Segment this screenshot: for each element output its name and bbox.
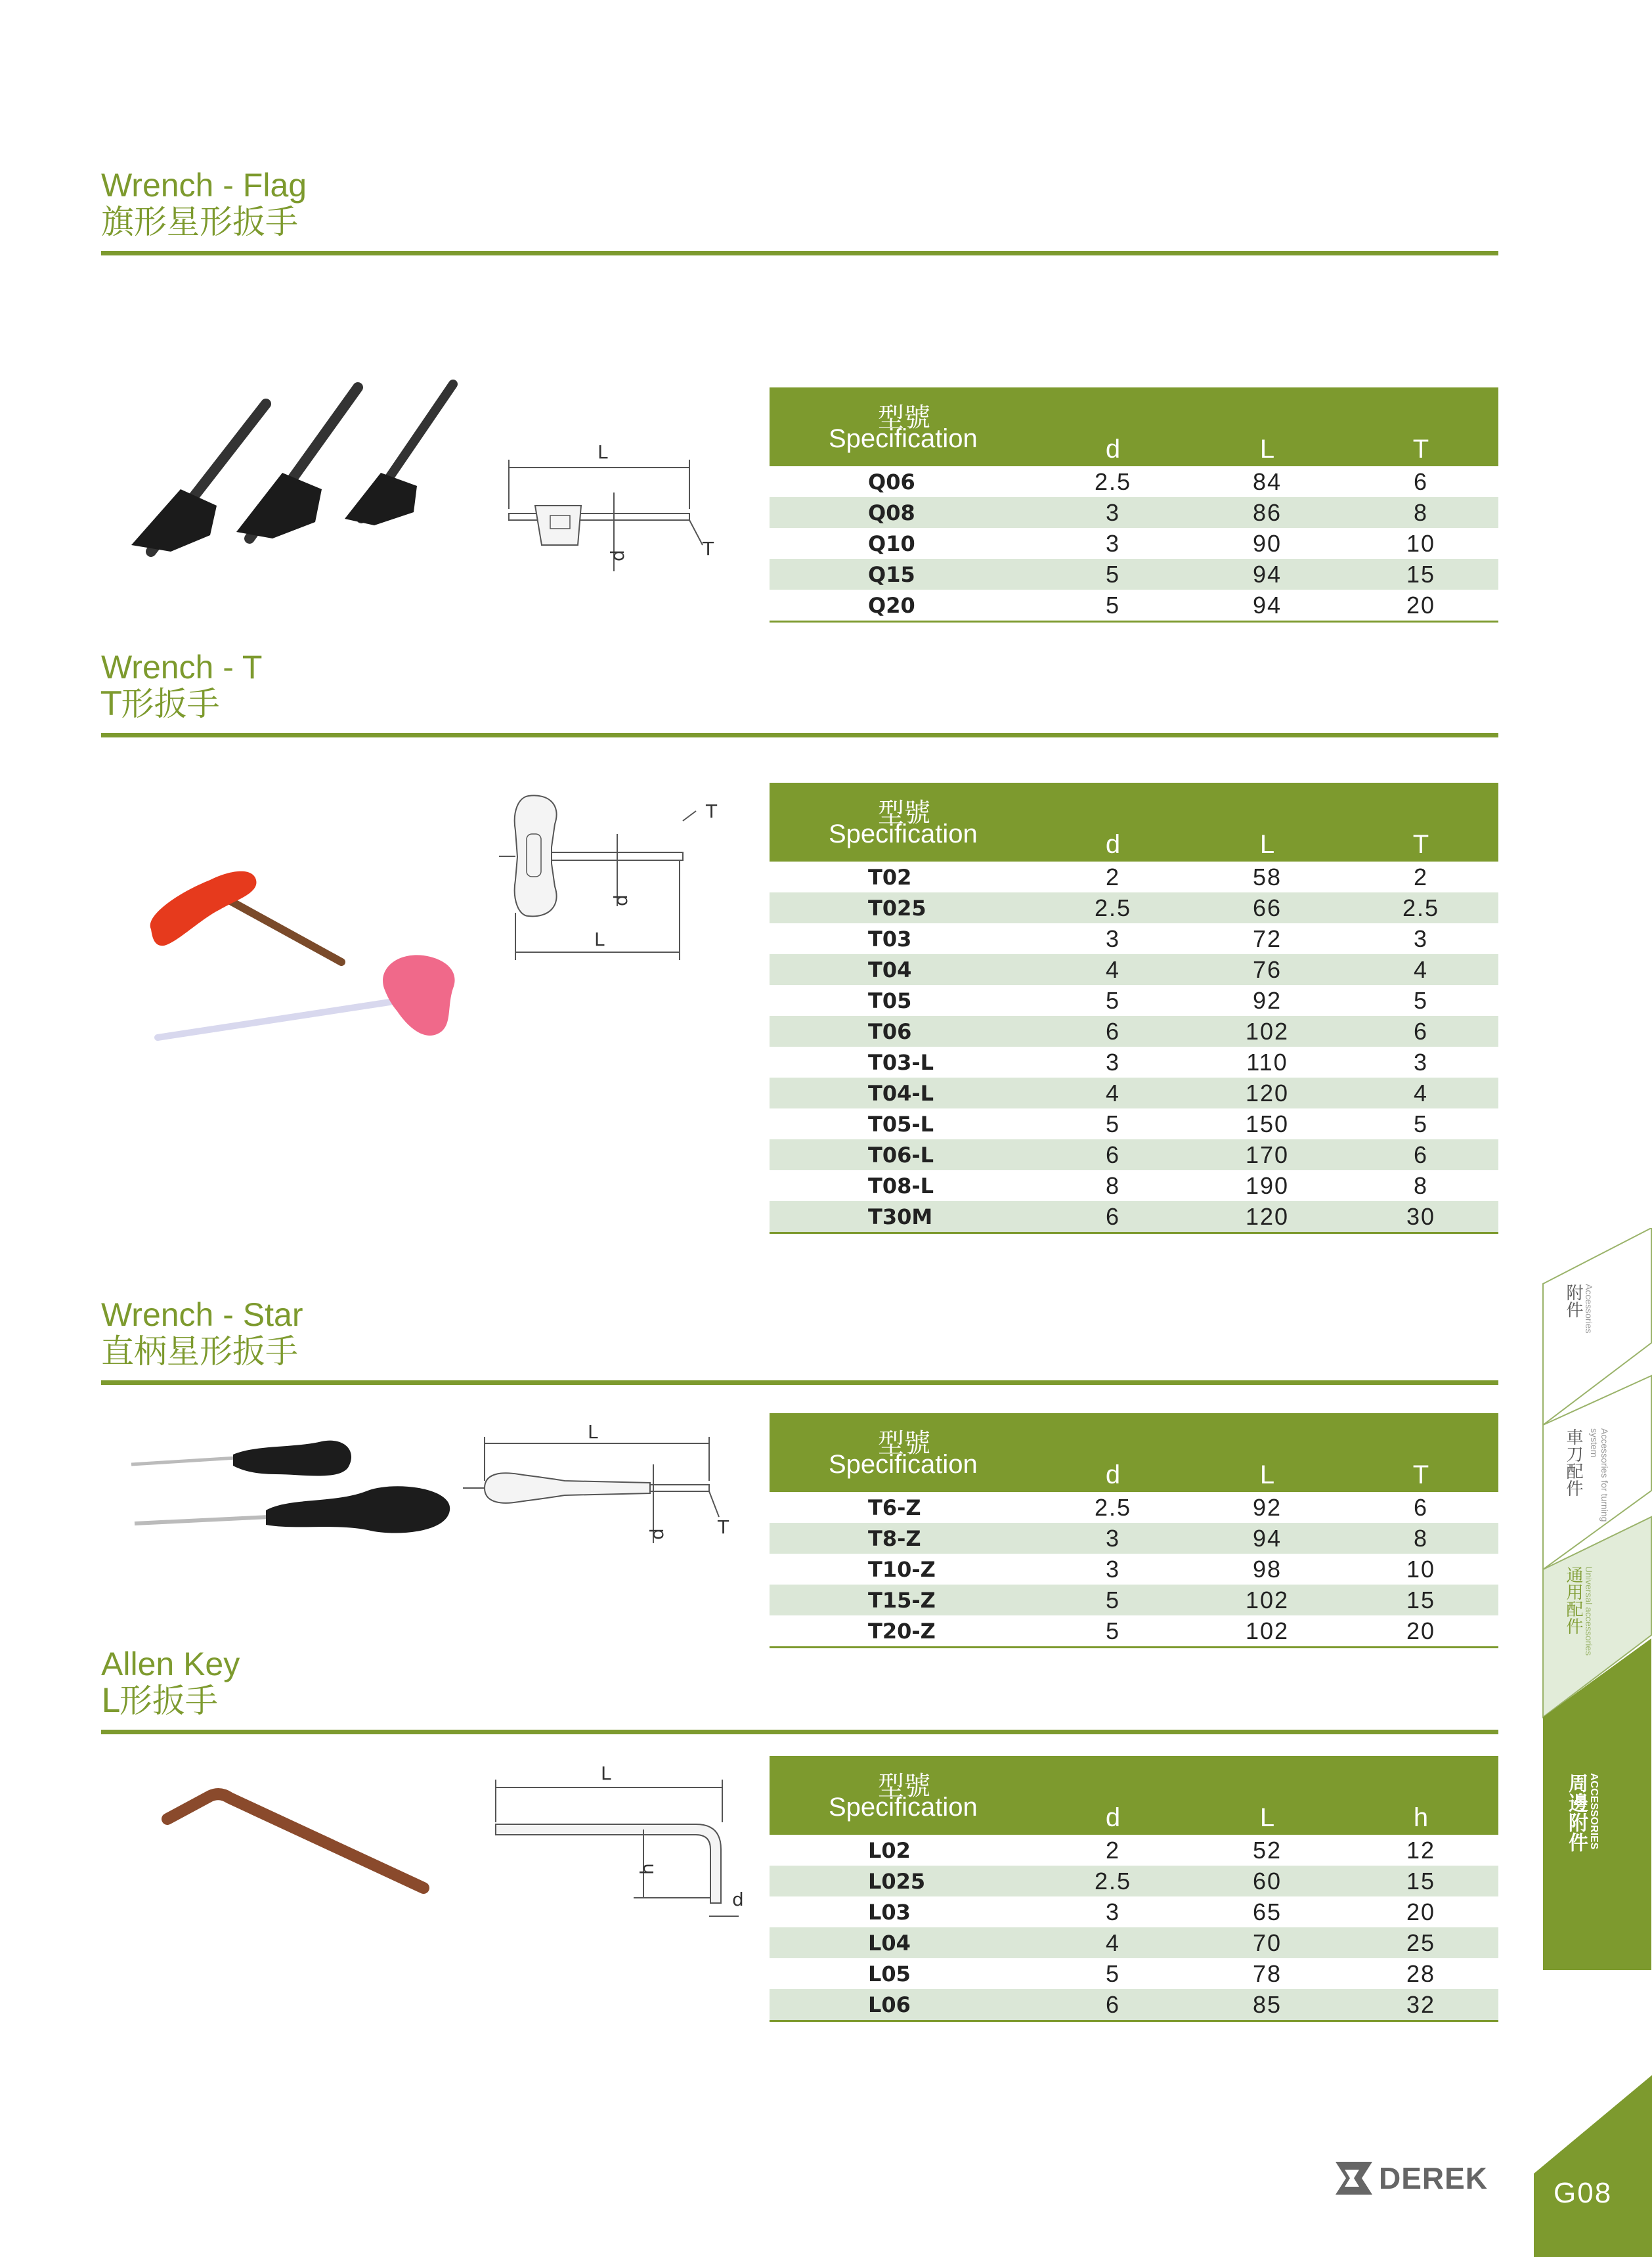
spec-value-cell: 5	[1105, 561, 1121, 588]
header-en: Specification	[829, 1793, 978, 1822]
section-title-flag	[101, 167, 307, 240]
spec-value-cell: 92	[1252, 1494, 1282, 1521]
table-row	[770, 862, 1498, 892]
t-wrench-diagram	[486, 788, 735, 972]
table-bottom-rule	[770, 1646, 1498, 1648]
spec-code-cell: Q20	[868, 593, 915, 618]
spec-value-cell: 6	[1105, 1203, 1121, 1230]
allen-key-diagram	[486, 1760, 749, 1924]
diagram-label-T: T	[703, 538, 714, 559]
header-col-d: d	[1105, 1803, 1121, 1832]
spec-table-allen	[770, 1756, 1498, 2022]
header-zh: 型號	[878, 798, 930, 828]
header-col-L: L	[1259, 435, 1275, 464]
spec-value-cell: 2	[1413, 864, 1429, 890]
spec-value-cell: 90	[1252, 530, 1282, 557]
spec-value-cell: 190	[1245, 1172, 1290, 1199]
table-row	[770, 466, 1498, 497]
table-row	[770, 1989, 1498, 2020]
spec-value-cell: 94	[1252, 561, 1282, 588]
table-row	[770, 1170, 1498, 1201]
spec-value-cell: 6	[1413, 468, 1429, 495]
spec-code-cell: T05	[868, 988, 912, 1013]
table-row	[770, 1554, 1498, 1585]
spec-code-cell: T15-Z	[868, 1588, 936, 1613]
spec-value-cell: 98	[1252, 1556, 1282, 1583]
spec-value-cell: 70	[1252, 1929, 1282, 1956]
section-title-star	[101, 1296, 303, 1370]
section-rule	[101, 1380, 1498, 1385]
table-row	[770, 923, 1498, 954]
table-row	[770, 1201, 1498, 1232]
spec-value-cell: 2.5	[1402, 894, 1440, 921]
table-row	[770, 590, 1498, 621]
table-row	[770, 1047, 1498, 1078]
spec-table-flag	[770, 387, 1498, 623]
table-bottom-rule	[770, 2020, 1498, 2022]
spec-value-cell: 92	[1252, 987, 1282, 1014]
header-col-d: d	[1105, 830, 1121, 859]
header-col-d: d	[1105, 1460, 1121, 1489]
title-zh: 直柄星形扳手	[101, 1332, 298, 1370]
spec-value-cell: 6	[1105, 1141, 1121, 1168]
table-row	[770, 1108, 1498, 1139]
spec-value-cell: 3	[1105, 1049, 1121, 1076]
diagram-label-T: T	[718, 1516, 729, 1538]
spec-value-cell: 20	[1406, 1617, 1436, 1644]
spec-code-cell: T025	[868, 896, 926, 921]
spec-value-cell: 5	[1105, 1587, 1121, 1613]
spec-value-cell: 3	[1105, 1556, 1121, 1583]
section-rule	[101, 251, 1498, 255]
spec-value-cell: 8	[1413, 1172, 1429, 1199]
spec-value-cell: 5	[1105, 592, 1121, 619]
diagram-label-d: d	[607, 550, 628, 561]
title-zh: L形扳手	[101, 1682, 218, 1720]
header-zh: 型號	[878, 1771, 930, 1801]
spec-value-cell: 86	[1252, 499, 1282, 526]
header-col-T: T	[1412, 830, 1429, 859]
spec-value-cell: 6	[1413, 1141, 1429, 1168]
header-col-T: T	[1412, 435, 1429, 464]
star-wrench-photo	[125, 1425, 466, 1556]
spec-value-cell: 6	[1105, 1991, 1121, 2018]
spec-value-cell: 102	[1245, 1018, 1290, 1045]
spec-value-cell: 4	[1105, 956, 1121, 983]
flag-wrench-photo	[118, 374, 473, 571]
spec-value-cell: 3	[1105, 530, 1121, 557]
spec-value-cell: 65	[1252, 1898, 1282, 1925]
spec-code-cell: T06-L	[868, 1143, 934, 1168]
section-rule	[101, 1730, 1498, 1734]
table-row	[770, 497, 1498, 528]
spec-value-cell: 2.5	[1094, 1494, 1132, 1521]
spec-value-cell: 4	[1105, 1929, 1121, 1956]
spec-value-cell: 3	[1105, 925, 1121, 952]
tab-label-en: Universal accessories	[1584, 1566, 1594, 1656]
flag-wrench-diagram	[499, 440, 722, 571]
header-col-L: L	[1259, 1460, 1275, 1489]
tab-label-zh: 附件	[1563, 1284, 1583, 1318]
spec-value-cell: 10	[1406, 1556, 1436, 1583]
spec-value-cell: 66	[1252, 894, 1282, 921]
tab-label-4	[1561, 1773, 1620, 1878]
header-en: Specification	[829, 424, 978, 453]
diagram-label-d: d	[732, 1889, 744, 1910]
table-row	[770, 1523, 1498, 1554]
spec-value-cell: 6	[1413, 1018, 1429, 1045]
star-wrench-diagram	[460, 1418, 735, 1550]
spec-code-cell: T03-L	[868, 1050, 934, 1075]
spec-value-cell: 2.5	[1094, 468, 1132, 495]
spec-value-cell: 15	[1406, 561, 1436, 588]
page-corner	[1534, 2075, 1652, 2257]
table-row	[770, 1492, 1498, 1523]
spec-code-cell: L025	[868, 1869, 926, 1894]
table-row	[770, 892, 1498, 923]
title-en: Allen Key	[101, 1646, 240, 1682]
spec-code-cell: L04	[868, 1931, 911, 1956]
spec-value-cell: 4	[1413, 956, 1429, 983]
table-row	[770, 1139, 1498, 1170]
spec-value-cell: 8	[1413, 1525, 1429, 1552]
spec-code-cell: T20-Z	[868, 1619, 936, 1644]
spec-value-cell: 5	[1105, 1617, 1121, 1644]
table-row	[770, 954, 1498, 985]
spec-value-cell: 170	[1245, 1141, 1290, 1168]
header-col-L: L	[1259, 830, 1275, 859]
spec-value-cell: 3	[1413, 1049, 1429, 1076]
section-rule	[101, 733, 1498, 737]
table-bottom-rule	[770, 1232, 1498, 1234]
table-bottom-rule	[770, 621, 1498, 623]
spec-code-cell: T8-Z	[868, 1526, 921, 1551]
tab-label-zh: 周邊附件	[1565, 1773, 1588, 1852]
spec-code-cell: T10-Z	[868, 1557, 936, 1582]
spec-value-cell: 94	[1252, 592, 1282, 619]
spec-value-cell: 84	[1252, 468, 1282, 495]
header-en: Specification	[829, 1450, 978, 1479]
spec-value-cell: 6	[1413, 1494, 1429, 1521]
spec-value-cell: 5	[1105, 987, 1121, 1014]
table-row	[770, 1896, 1498, 1927]
diagram-label-L: L	[594, 929, 605, 950]
spec-code-cell: T02	[868, 865, 912, 890]
table-row	[770, 528, 1498, 559]
spec-code-cell: T06	[868, 1019, 912, 1044]
spec-value-cell: 8	[1413, 499, 1429, 526]
t-wrench-photo	[138, 854, 479, 1057]
spec-code-cell: L06	[868, 1992, 911, 2017]
spec-value-cell: 2.5	[1094, 1868, 1132, 1895]
spec-value-cell: 110	[1246, 1049, 1288, 1076]
tab-label-3	[1561, 1566, 1620, 1671]
spec-code-cell: L02	[868, 1838, 911, 1863]
spec-code-cell: Q15	[868, 562, 915, 587]
spec-value-cell: 76	[1252, 956, 1282, 983]
spec-value-cell: 15	[1406, 1587, 1436, 1613]
spec-code-cell: T30M	[868, 1204, 933, 1229]
spec-value-cell: 3	[1105, 1525, 1121, 1552]
spec-code-cell: L05	[868, 1961, 911, 1986]
spec-value-cell: 6	[1105, 1018, 1121, 1045]
spec-value-cell: 150	[1245, 1110, 1290, 1137]
header-zh: 型號	[878, 403, 930, 433]
tab-label-2	[1561, 1428, 1620, 1533]
title-en: Wrench - T	[101, 649, 263, 686]
tab-label-1	[1561, 1284, 1607, 1376]
spec-value-cell: 30	[1406, 1203, 1436, 1230]
spec-value-cell: 25	[1406, 1929, 1436, 1956]
spec-table-t	[770, 783, 1498, 1234]
spec-code-cell: L03	[868, 1900, 911, 1925]
spec-value-cell: 3	[1413, 925, 1429, 952]
table-header	[770, 1756, 1498, 1835]
header-col-d: d	[1105, 435, 1121, 464]
section-title-allen	[101, 1646, 240, 1719]
header-en: Specification	[829, 820, 978, 848]
spec-code-cell: T05-L	[868, 1112, 934, 1137]
spec-value-cell: 3	[1105, 1898, 1121, 1925]
brand-logo	[1336, 2160, 1488, 2196]
table-header	[770, 1413, 1498, 1492]
header-col-L: L	[1259, 1803, 1275, 1832]
table-row	[770, 1078, 1498, 1108]
spec-value-cell: 102	[1245, 1617, 1290, 1644]
spec-code-cell: Q06	[868, 470, 915, 494]
spec-code-cell: T04-L	[868, 1081, 934, 1106]
spec-value-cell: 2	[1105, 864, 1121, 890]
spec-value-cell: 78	[1252, 1960, 1282, 1987]
spec-value-cell: 12	[1406, 1837, 1436, 1864]
spec-value-cell: 20	[1406, 1898, 1436, 1925]
table-row	[770, 1615, 1498, 1646]
table-header	[770, 783, 1498, 862]
diagram-label-d: d	[610, 894, 632, 906]
tab-label-zh: 車刀配件	[1563, 1428, 1583, 1497]
table-row	[770, 559, 1498, 590]
spec-code-cell: T08-L	[868, 1173, 934, 1198]
title-en: Wrench - Flag	[101, 167, 307, 204]
spec-value-cell: 28	[1406, 1960, 1436, 1987]
spec-value-cell: 120	[1245, 1203, 1290, 1230]
spec-value-cell: 4	[1413, 1080, 1429, 1107]
spec-value-cell: 2	[1105, 1837, 1121, 1864]
spec-code-cell: Q08	[868, 500, 915, 525]
table-row	[770, 1835, 1498, 1866]
spec-value-cell: 10	[1406, 530, 1436, 557]
spec-value-cell: 2.5	[1094, 894, 1132, 921]
tab-label-en: ACCESSORIES	[1588, 1773, 1599, 1850]
table-row	[770, 1585, 1498, 1615]
title-zh: T形扳手	[101, 685, 220, 723]
spec-value-cell: 5	[1105, 1960, 1121, 1987]
spec-value-cell: 58	[1252, 864, 1282, 890]
title-zh: 旗形星形扳手	[101, 203, 298, 241]
spec-value-cell: 5	[1413, 1110, 1429, 1137]
spec-code-cell: T03	[868, 927, 912, 952]
brand-name: DEREK	[1379, 2161, 1489, 2195]
table-header	[770, 387, 1498, 466]
spec-value-cell: 120	[1245, 1080, 1290, 1107]
spec-value-cell: 20	[1406, 592, 1436, 619]
spec-table-star	[770, 1413, 1498, 1648]
tab-label-en: Accessories	[1584, 1284, 1594, 1334]
tab-label-en: Accessories for turning system	[1589, 1428, 1610, 1522]
diagram-label-h: h	[636, 1863, 658, 1875]
diagram-label-L: L	[598, 441, 608, 463]
spec-value-cell: 3	[1105, 499, 1121, 526]
diagram-label-L: L	[588, 1421, 598, 1443]
diagram-label-L: L	[601, 1763, 611, 1784]
section-title-t	[101, 649, 262, 722]
spec-value-cell: 15	[1406, 1868, 1436, 1895]
derek-logo-icon	[1336, 2162, 1372, 2195]
tab-label-zh: 通用配件	[1563, 1566, 1583, 1634]
table-row	[770, 985, 1498, 1016]
spec-value-cell: 5	[1105, 1110, 1121, 1137]
table-row	[770, 1927, 1498, 1958]
header-zh: 型號	[878, 1428, 930, 1458]
spec-value-cell: 5	[1413, 987, 1429, 1014]
diagram-label-T: T	[706, 800, 718, 822]
spec-value-cell: 8	[1105, 1172, 1121, 1199]
spec-value-cell: 85	[1252, 1991, 1282, 2018]
spec-value-cell: 4	[1105, 1080, 1121, 1107]
table-row	[770, 1866, 1498, 1896]
page-number: G08	[1554, 2177, 1613, 2209]
spec-value-cell: 72	[1252, 925, 1282, 952]
spec-code-cell: T04	[868, 957, 912, 982]
header-col-T: T	[1412, 1460, 1429, 1489]
table-row	[770, 1016, 1498, 1047]
spec-code-cell: Q10	[868, 531, 915, 556]
title-en: Wrench - Star	[101, 1296, 303, 1333]
diagram-label-d: d	[646, 1528, 668, 1540]
header-col-h: h	[1413, 1803, 1429, 1832]
spec-value-cell: 102	[1245, 1587, 1290, 1613]
spec-value-cell: 94	[1252, 1525, 1282, 1552]
spec-value-cell: 52	[1252, 1837, 1282, 1864]
table-row	[770, 1958, 1498, 1989]
spec-value-cell: 60	[1252, 1868, 1282, 1895]
allen-key-photo	[158, 1780, 446, 1898]
spec-code-cell: T6-Z	[868, 1495, 921, 1520]
spec-value-cell: 32	[1406, 1991, 1436, 2018]
